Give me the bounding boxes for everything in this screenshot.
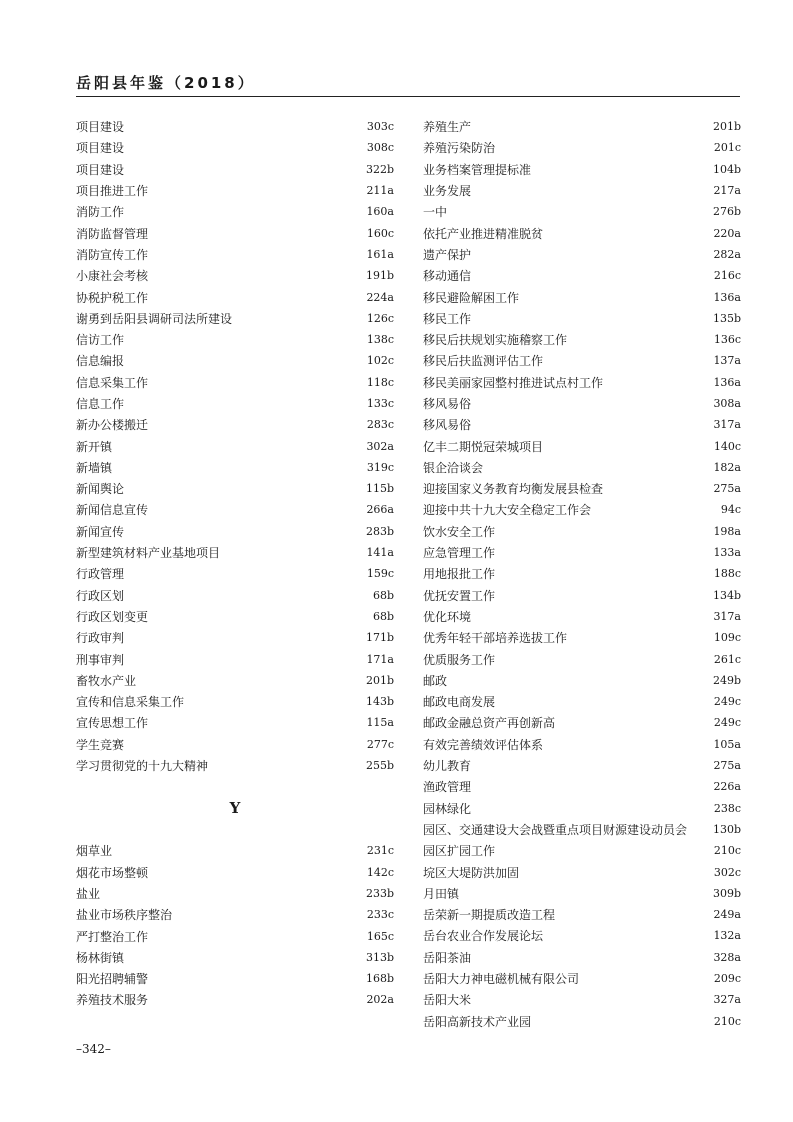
index-entry [423,968,741,989]
index-page-ref: 191b [365,269,394,283]
index-page-ref: 233c [366,908,394,922]
index-page-ref: 132a [713,929,741,943]
index-page-ref: 249c [713,716,741,730]
index-term: 宣传思想工作 [76,716,149,731]
index-entry [76,457,394,478]
index-page-ref: 266a [366,503,394,517]
index-page-ref: 188c [713,567,741,581]
index-term: 优秀年轻干部培养选拔工作 [423,631,568,646]
index-entry [76,883,394,904]
index-page-ref: 217a [713,184,741,198]
index-entry [423,861,741,882]
index-entry [423,116,741,137]
index-page-ref: 255b [365,759,394,773]
index-term: 移民后扶规划实施稽察工作 [423,333,568,348]
index-term: 岳荣新一期提质改造工程 [423,908,556,923]
index-page-ref: 137a [713,354,741,368]
index-term: 移民后扶监测评估工作 [423,354,544,369]
index-page-ref: 136a [713,375,741,389]
index-page-ref: 216c [713,269,741,283]
index-page-ref: 94c [720,503,741,517]
index-entry [76,201,394,222]
index-entry [423,414,741,435]
index-page-ref: 161a [366,247,394,261]
index-term: 盐业 [76,886,101,901]
index-entry [423,244,741,265]
index-term: 烟草业 [76,844,113,859]
running-header-title: 岳阳县年鉴（2018） [76,74,256,92]
index-page-ref: 68b [372,609,394,623]
index-list-left-top [76,116,394,776]
index-term: 岳阳高新技术产业园 [423,1014,532,1029]
index-term: 迎接中共十九大安全稳定工作会 [423,503,592,518]
index-term: 项目建设 [76,120,125,135]
index-page-ref: 105a [713,737,741,751]
index-term: 养殖生产 [423,120,472,135]
index-term: 饮水安全工作 [423,524,496,539]
index-page-ref: 126c [366,311,394,325]
index-entry [76,435,394,456]
index-entry [76,989,394,1010]
index-term: 严打整治工作 [76,929,149,944]
index-page-ref: 302a [366,439,394,453]
index-term: 项目建设 [76,162,125,177]
index-entry [76,265,394,286]
index-page-ref: 319c [366,460,394,474]
index-page-ref: 134b [712,588,741,602]
index-entry [423,563,741,584]
index-term: 渔政管理 [423,780,472,795]
index-term: 畜牧水产业 [76,673,137,688]
index-entry [423,734,741,755]
index-entry [76,840,394,861]
index-term: 宣传和信息采集工作 [76,695,185,710]
index-term: 学生竞赛 [76,737,125,752]
index-term: 新闻宣传 [76,524,125,539]
index-entry [76,606,394,627]
index-page-ref: 102c [366,354,394,368]
index-entry [423,521,741,542]
index-entry [76,627,394,648]
index-entry [76,755,394,776]
index-page-ref: 317a [713,418,741,432]
index-entry [423,819,741,840]
index-entry [423,755,741,776]
index-term: 移动通信 [423,269,472,284]
index-page-ref: 118c [366,375,394,389]
index-term: 业务档案管理提标准 [423,162,532,177]
index-term: 阳光招聘辅警 [76,972,149,987]
index-term: 移风易俗 [423,418,472,433]
index-entry [423,159,741,180]
section-letter-heading [76,776,394,840]
index-entry [423,883,741,904]
index-entry [423,1010,741,1031]
index-entry [76,286,394,307]
index-entry [423,606,741,627]
index-term: 岳阳茶油 [423,950,472,965]
index-page-ref: 249b [712,673,741,687]
index-entry [423,265,741,286]
index-page-ref: 133a [713,546,741,560]
index-entry [76,116,394,137]
index-term: 信息编报 [76,354,125,369]
index-entry [423,712,741,733]
index-entry [76,372,394,393]
index-term: 小康社会考核 [76,269,149,284]
index-term: 新闻信息宣传 [76,503,149,518]
index-entry [76,691,394,712]
index-entry [76,180,394,201]
index-page-ref: 231c [366,844,394,858]
index-page-ref: 160a [366,205,394,219]
index-entry [76,393,394,414]
index-term: 一中 [423,205,448,220]
index-list-left-bottom [76,840,394,1010]
index-entry [76,712,394,733]
index-term: 园区、交通建设大会战暨重点项目财源建设动员会 [423,822,688,837]
index-term: 移民美丽家园整村推进试点村工作 [423,375,604,390]
index-page-ref: 198a [713,524,741,538]
index-term: 新开镇 [76,439,113,454]
index-entry [423,691,741,712]
index-entry [423,350,741,371]
index-page-ref: 142c [366,865,394,879]
index-term: 刑事审判 [76,652,125,667]
index-page-ref: 138c [366,333,394,347]
index-term: 用地报批工作 [423,567,496,582]
index-term: 园区扩园工作 [423,844,496,859]
index-entry [423,201,741,222]
index-entry [76,734,394,755]
index-entry [76,585,394,606]
index-page-ref: 308a [713,397,741,410]
index-page-ref: 261c [713,652,741,666]
index-term: 移民避险解困工作 [423,290,520,305]
index-term: 杨林街镇 [76,950,125,965]
index-term: 月田镇 [423,886,460,901]
index-term: 行政区划变更 [76,609,149,624]
index-term: 消防宣传工作 [76,247,149,262]
index-term: 消防监督管理 [76,226,149,241]
index-entry [423,798,741,819]
index-term: 移风易俗 [423,397,472,411]
index-entry [423,435,741,456]
index-term: 遗产保护 [423,247,472,262]
index-term: 烟花市场整顿 [76,865,149,880]
index-page-ref: 136a [713,290,741,304]
index-term: 优化环境 [423,609,472,624]
index-page-ref: 210c [713,1014,741,1028]
index-term: 依托产业推进精准脱贫 [423,226,544,241]
index-term: 项目推进工作 [76,184,149,199]
index-page-ref: 249a [713,908,741,922]
index-entry [76,670,394,691]
index-term: 新墙镇 [76,460,113,475]
section-letter: Y [229,799,241,818]
index-entry [423,329,741,350]
index-entry [423,137,741,158]
index-entry [76,244,394,265]
index-entry [423,627,741,648]
index-entry [423,648,741,669]
index-term: 行政区划 [76,588,125,603]
index-term: 消防工作 [76,205,125,220]
index-page-ref: 302c [713,865,741,879]
index-term: 信访工作 [76,333,125,348]
index-page-ref: 220a [713,226,741,240]
index-page-ref: 233b [365,886,394,900]
index-entry [423,904,741,925]
index-term: 银企洽谈会 [423,460,484,475]
index-entry [76,925,394,946]
index-page-ref: 135b [712,311,741,325]
index-column-left [76,116,394,1011]
index-term: 学习贯彻党的十九大精神 [76,759,209,774]
index-page-ref: 275a [713,482,741,496]
index-entry [76,222,394,243]
index-page-ref: 159c [366,567,394,581]
index-term: 优抚安置工作 [423,588,496,603]
index-entry [76,521,394,542]
index-entry [423,286,741,307]
index-term: 岳阳大米 [423,993,472,1008]
index-term: 谢勇到岳阳县调研司法所建设 [76,311,233,326]
index-page-ref: 283b [365,524,394,538]
index-page-ref: 224a [366,290,394,304]
index-page-ref: 202a [366,993,394,1007]
index-entry [76,563,394,584]
index-page-ref: 140c [713,439,741,453]
index-entry [423,222,741,243]
index-page-ref: 201b [365,673,394,687]
index-entry [76,904,394,925]
index-page-ref: 209c [713,972,741,986]
index-term: 岳阳大力神电磁机械有限公司 [423,972,580,987]
index-column-right [423,116,741,1032]
index-term: 邮政 [423,673,448,688]
index-entry [423,499,741,520]
index-entry [76,947,394,968]
index-page-ref: 68b [372,588,394,602]
index-entry [76,542,394,563]
index-term: 盐业市场秩序整治 [76,908,173,923]
index-term: 幼儿教育 [423,759,472,774]
index-entry [423,308,741,329]
index-term: 邮政电商发展 [423,695,496,710]
index-page-ref: 211a [366,184,394,198]
index-term: 新型建筑材料产业基地项目 [76,546,221,561]
index-entry [423,457,741,478]
index-page-ref: 171a [366,652,394,666]
index-term: 信息工作 [76,397,125,411]
index-entry [76,137,394,158]
index-term: 协税护税工作 [76,290,149,305]
index-page-ref: 238c [713,801,741,815]
index-page-ref: 226a [713,780,741,794]
index-entry [423,840,741,861]
index-entry [76,499,394,520]
index-term: 行政管理 [76,567,125,582]
index-term: 新办公楼搬迁 [76,418,149,433]
index-term: 应急管理工作 [423,546,496,561]
index-list-right [423,116,741,1032]
index-entry [423,947,741,968]
index-page-ref: 143b [365,695,394,709]
index-term: 垸区大堤防洪加固 [423,865,520,880]
index-page-ref: 201b [712,120,741,134]
index-page-ref: 322b [365,162,394,176]
page-number: –342– [76,1042,111,1056]
index-page-ref: 313b [365,950,394,964]
header-divider [76,96,740,97]
index-term: 园林绿化 [423,801,472,816]
index-entry [423,478,741,499]
index-entry [76,308,394,329]
index-term: 业务发展 [423,184,472,199]
index-page-ref: 104b [712,162,741,176]
index-page-ref: 171b [365,631,394,645]
index-page-ref: 136c [713,333,741,347]
index-entry [423,670,741,691]
index-term: 项目建设 [76,141,125,156]
index-entry [423,372,741,393]
index-entry [76,478,394,499]
index-entry [423,180,741,201]
index-page-ref: 317a [713,609,741,623]
index-entry [423,925,741,946]
index-page-ref: 109c [713,631,741,645]
index-page-ref: 303c [366,120,394,134]
index-entry [76,414,394,435]
index-page-ref: 115a [366,716,394,730]
index-page-ref: 249c [713,695,741,709]
index-page-ref: 327a [713,993,741,1007]
index-entry [76,862,394,883]
index-entry [76,648,394,669]
index-entry [423,585,741,606]
index-page-ref: 141a [366,546,394,560]
index-page-ref: 168b [365,972,394,986]
index-page-ref: 282a [713,247,741,261]
index-term: 亿丰二期悦冠荣城项目 [423,439,544,454]
index-entry [423,393,741,414]
index-entry [76,329,394,350]
index-page-ref: 277c [366,737,394,751]
index-page-ref: 115b [365,482,394,496]
index-term: 邮政金融总资产再创新高 [423,716,556,731]
index-page-ref: 160c [366,226,394,240]
index-entry [76,159,394,180]
index-term: 新闻舆论 [76,482,125,497]
index-term: 迎接国家义务教育均衡发展县检查 [423,482,604,497]
index-entry [76,350,394,371]
index-page-ref: 308c [366,141,394,155]
index-term: 行政审判 [76,631,125,646]
index-page-ref: 276b [712,205,741,219]
index-page-ref: 275a [713,759,741,773]
index-entry [423,776,741,797]
index-page-ref: 328a [713,950,741,964]
index-page-ref: 182a [713,460,741,474]
index-entry [423,989,741,1010]
index-term: 信息采集工作 [76,375,149,390]
index-term: 养殖技术服务 [76,993,149,1008]
index-page-ref: 201c [713,141,741,155]
index-term: 有效完善绩效评估体系 [423,737,544,752]
index-page-ref: 165c [366,929,394,943]
index-term: 优质服务工作 [423,652,496,667]
index-entry [76,968,394,989]
index-page-ref: 130b [712,822,741,836]
index-page-ref: 309b [712,886,741,900]
index-term: 岳台农业合作发展论坛 [423,929,544,944]
index-page-ref: 283c [366,418,394,432]
index-term: 移民工作 [423,311,472,326]
index-page-ref: 210c [713,844,741,858]
index-term: 养殖污染防治 [423,141,496,156]
index-entry [423,542,741,563]
index-page-ref: 133c [366,397,394,410]
